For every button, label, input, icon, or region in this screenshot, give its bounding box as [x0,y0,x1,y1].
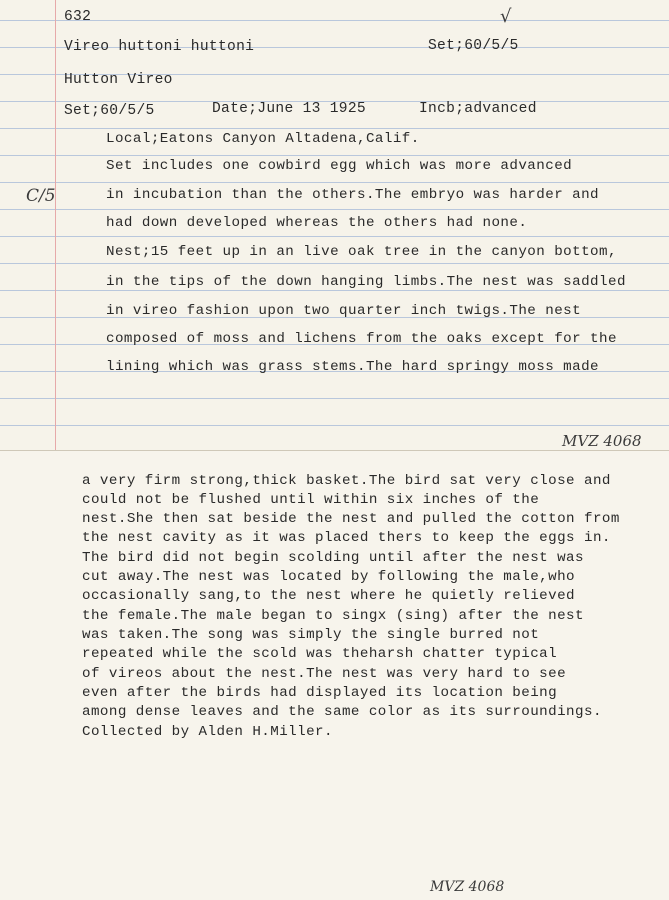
continuation-line: was taken.The song was simply the single burred not [82,627,540,643]
note-line: had down developed whereas the others had none. [106,215,528,231]
continuation-line: The bird did not begin scolding until after the nest was [82,550,584,566]
continuation-line: even after the birds had displayed its location being [82,685,558,701]
note-line: Local;Eatons Canyon Altadena,Calif. [106,131,420,147]
continuation-line: occasionally sang,to the nest where he quietly relieved [82,588,576,604]
common-name: Hutton Vireo [64,72,173,88]
catalog-number-bottom: MVZ 4068 [430,879,505,895]
note-line: lining which was grass stems.The hard springy moss made [106,359,600,375]
continuation-line: repeated while the scold was theharsh chatter typical [82,646,558,662]
set-header: Set;60/5/5 [428,38,519,54]
continuation-line: among dense leaves and the same color as its surroundings. [82,704,602,720]
continuation-line: the female.The male began to singx (sing) after the nest [82,608,584,624]
note-line: in vireo fashion upon two quarter inch twigs.The nest [106,303,582,319]
note-line: in incubation than the others.The embryo was harder and [106,187,600,203]
continuation-line: nest.She then sat beside the nest and pulled the cotton from [82,511,620,527]
note-line: in the tips of the down hanging limbs.The nest was saddled [106,274,626,290]
continuation-line: the nest cavity as it was placed thers to keep the eggs in. [82,530,611,546]
continuation-line: could not be flushed until within six inches of the [82,492,540,508]
check-mark-icon: √ [500,6,512,27]
continuation-line: cut away.The nest was located by following the male,who [82,569,576,585]
incubation-status: Incb;advanced [419,101,537,117]
margin-clutch-note: C/5 [26,186,56,206]
continuation-line: of vireos about the nest.The nest was very hard to see [82,666,567,682]
set-line: Set;60/5/5 [64,103,155,119]
catalog-card-back [0,451,669,900]
continuation-line: a very firm strong,thick basket.The bird sat very close and [82,473,611,489]
note-line: Set includes one cowbird egg which was more advanced [106,158,573,174]
catalog-number-top: MVZ 4068 [562,432,642,450]
continuation-line: Collected by Alden H.Miller. [82,724,333,740]
card-number: 632 [64,9,92,25]
scientific-name: Vireo huttoni huttoni [64,39,255,55]
note-line: composed of moss and lichens from the oaks except for the [106,331,617,347]
collection-date: Date;June 13 1925 [212,101,366,117]
note-line: Nest;15 feet up in an live oak tree in the canyon bottom, [106,244,617,260]
